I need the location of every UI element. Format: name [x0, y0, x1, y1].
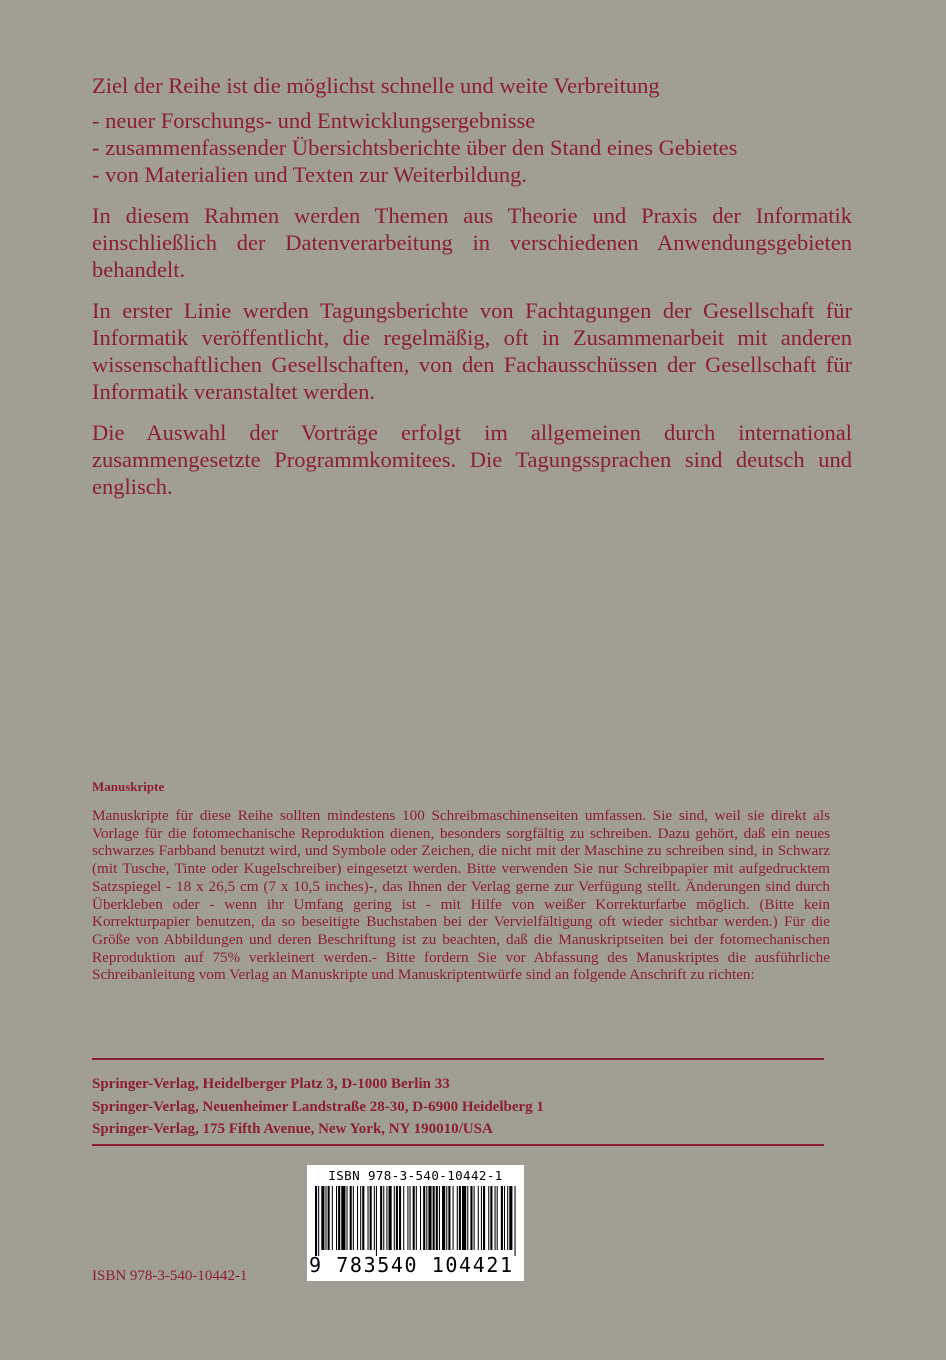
barcode-bar — [396, 1186, 398, 1250]
proceedings-paragraph: In erster Linie werden Tagungsberichte von Fachtagungen der Gesellschaft für Informatik veröffentlicht, die regelmäßig, oft in Zusammenarbeit mit anderen wissenschaftlichen Gesellschaften, von den Fachausschüssen der Gesellschaft für Informatik veranstaltet werden. — [92, 298, 852, 404]
barcode-bar — [488, 1186, 489, 1250]
barcode-label — [307, 1165, 524, 1281]
barcode-bar — [360, 1186, 361, 1250]
barcode-bar — [459, 1186, 461, 1250]
goal-item: - neuer Forschungs- und Entwicklungsergebnisse — [92, 108, 536, 133]
barcode-isbn-text: ISBN 978-3-540-10442-1 — [328, 1168, 503, 1183]
barcode-bar — [368, 1186, 369, 1250]
barcode-bar — [318, 1186, 319, 1256]
barcode-bar — [332, 1186, 333, 1250]
barcode-bar — [350, 1186, 352, 1250]
barcode-bar — [374, 1186, 375, 1250]
isbn-footer: ISBN 978-3-540-10442-1 — [92, 1268, 248, 1284]
goal-item: - zusammenfassender Übersichtsberichte über den Stand eines Gebietes — [92, 135, 738, 160]
bottom-divider — [92, 1144, 824, 1146]
barcode-bar — [403, 1186, 404, 1250]
barcode-bar — [410, 1186, 411, 1250]
barcode-bar — [501, 1186, 503, 1250]
barcode-bar — [321, 1186, 324, 1250]
barcode-bar — [423, 1186, 425, 1250]
barcode-bar — [328, 1186, 330, 1250]
goal-item: - von Materialien und Texten zur Weiterbildung. — [92, 162, 528, 187]
address-heidelberg: Springer-Verlag, Neuenheimer Landstraße 28-30, D-6900 Heidelberg 1 — [92, 1098, 544, 1115]
barcode-bar — [336, 1186, 337, 1250]
intro-paragraph: Ziel der Reihe ist die möglichst schnelle und weite Verbreitung — [92, 73, 660, 98]
address-new-york: Springer-Verlag, 175 Fifth Avenue, New York, NY 190010/USA — [92, 1121, 493, 1137]
barcode-bar — [483, 1186, 485, 1250]
barcode-bar — [389, 1186, 392, 1250]
barcode-bar — [495, 1186, 496, 1250]
barcode-bar — [462, 1186, 466, 1250]
barcode-bar — [413, 1186, 415, 1250]
barcode-bar — [470, 1186, 472, 1250]
barcode-bar — [386, 1186, 387, 1250]
barcode-bar — [453, 1186, 454, 1250]
manuscripts-heading: Manuskripte — [92, 779, 165, 794]
selection-paragraph: Die Auswahl der Vorträge erfolgt im allgemeinen durch international zusammengesetzte Programmkomitees. Die Tagungssprachen sind deutsch und englisch. — [92, 420, 852, 499]
barcode-bar — [420, 1186, 421, 1250]
barcode-bar — [446, 1186, 447, 1250]
barcode-bar — [509, 1186, 512, 1250]
barcode-bar — [467, 1186, 468, 1250]
barcode-bar — [370, 1186, 372, 1250]
barcode-bar — [338, 1186, 340, 1250]
barcode-bar — [439, 1186, 440, 1250]
barcode-bar — [481, 1186, 482, 1250]
series-description — [92, 72, 852, 514]
barcode-bar — [426, 1186, 427, 1250]
barcode-bar — [436, 1186, 438, 1250]
barcode-bar — [474, 1186, 475, 1250]
barcode-bar — [315, 1186, 317, 1256]
barcode-bar — [478, 1186, 479, 1250]
barcode-bar — [504, 1186, 505, 1250]
top-divider — [92, 1058, 824, 1060]
barcode-bar — [341, 1186, 345, 1250]
barcode-bar — [376, 1186, 377, 1256]
barcode-bar — [497, 1186, 498, 1250]
barcode-bar — [416, 1186, 417, 1250]
barcode-bar — [383, 1186, 384, 1250]
barcode-bar — [448, 1186, 450, 1250]
barcode-bar — [326, 1186, 327, 1250]
barcode-bar — [362, 1186, 364, 1250]
barcode-bar — [442, 1186, 445, 1250]
barcode-bar — [507, 1186, 508, 1250]
barcode-bar — [353, 1186, 354, 1250]
manuscripts-body: Manuskripte für diese Reihe sollten mindestens 100 Schreibmaschinenseiten umfassen. Sie sind, weil sie direkt als Vorlage für die fotomechanische Reproduktion dienen, besonders sorgfältig zu schreiben. Dazu gehört, daß ein neues schwarzes Farbband benutzt wird, und Symbole oder Zeichen, die nicht mit der Maschine zu schreiben sind, in Schwarz (mit Tusche, Tinte oder Kugelschreiber) eingesetzt werden. Bitte verwenden Sie nur Schreibpapier mit aufgedrucktem Satzspiegel - 18 x 26,5 cm (7 x 10,5 inches)-, das Ihnen der Verlag gerne zur Verfügung stellt. Änderungen sind durch Überkleben oder - wenn ihr Umfang gering ist - mit Hilfe von weißer Korrekturfarbe möglich. (Bitte kein Korrekturpapier benutzen, da so beseitigte Buchstaben bei der Vervielfältigung oft wieder sichtbar werden.) Für die Größe von Abbildungen und deren Beschriftung ist zu beachten, daß die Manuskriptseiten bei der fotomechanischen Reproduktion auf 75% verkleinert werden.- Bitte fordern Sie vor Abfassung des Manuskriptes die ausführliche Schreibanleitung vom Verlag an Manuskripte und Manuskriptentwürfe sind an folgende Anschrift zu richten: — [92, 807, 830, 984]
barcode-bar — [394, 1186, 395, 1250]
address-berlin: Springer-Verlag, Heidelberger Platz 3, D-1000 Berlin 33 — [92, 1076, 450, 1092]
barcode-digits: 9 783540 104421 — [309, 1253, 514, 1277]
barcode-bar — [380, 1186, 382, 1250]
barcode-bar — [490, 1186, 492, 1250]
topics-paragraph: In diesem Rahmen werden Themen aus Theorie und Praxis der Informatik einschließlich der Datenverarbeitung in verschiedenen Anwendungsgebieten behandelt. — [92, 203, 852, 282]
address-list — [92, 1073, 544, 1141]
barcode-bar — [515, 1186, 516, 1256]
goal-list — [92, 107, 852, 188]
barcode-bar — [407, 1186, 408, 1250]
barcode-bar — [457, 1186, 458, 1250]
barcode-bar — [357, 1186, 358, 1250]
barcode-bar — [433, 1186, 435, 1250]
barcode-bar — [399, 1186, 401, 1250]
barcode-bar — [347, 1186, 348, 1250]
barcode-graphic — [315, 1186, 516, 1256]
barcode-bar — [428, 1186, 431, 1250]
